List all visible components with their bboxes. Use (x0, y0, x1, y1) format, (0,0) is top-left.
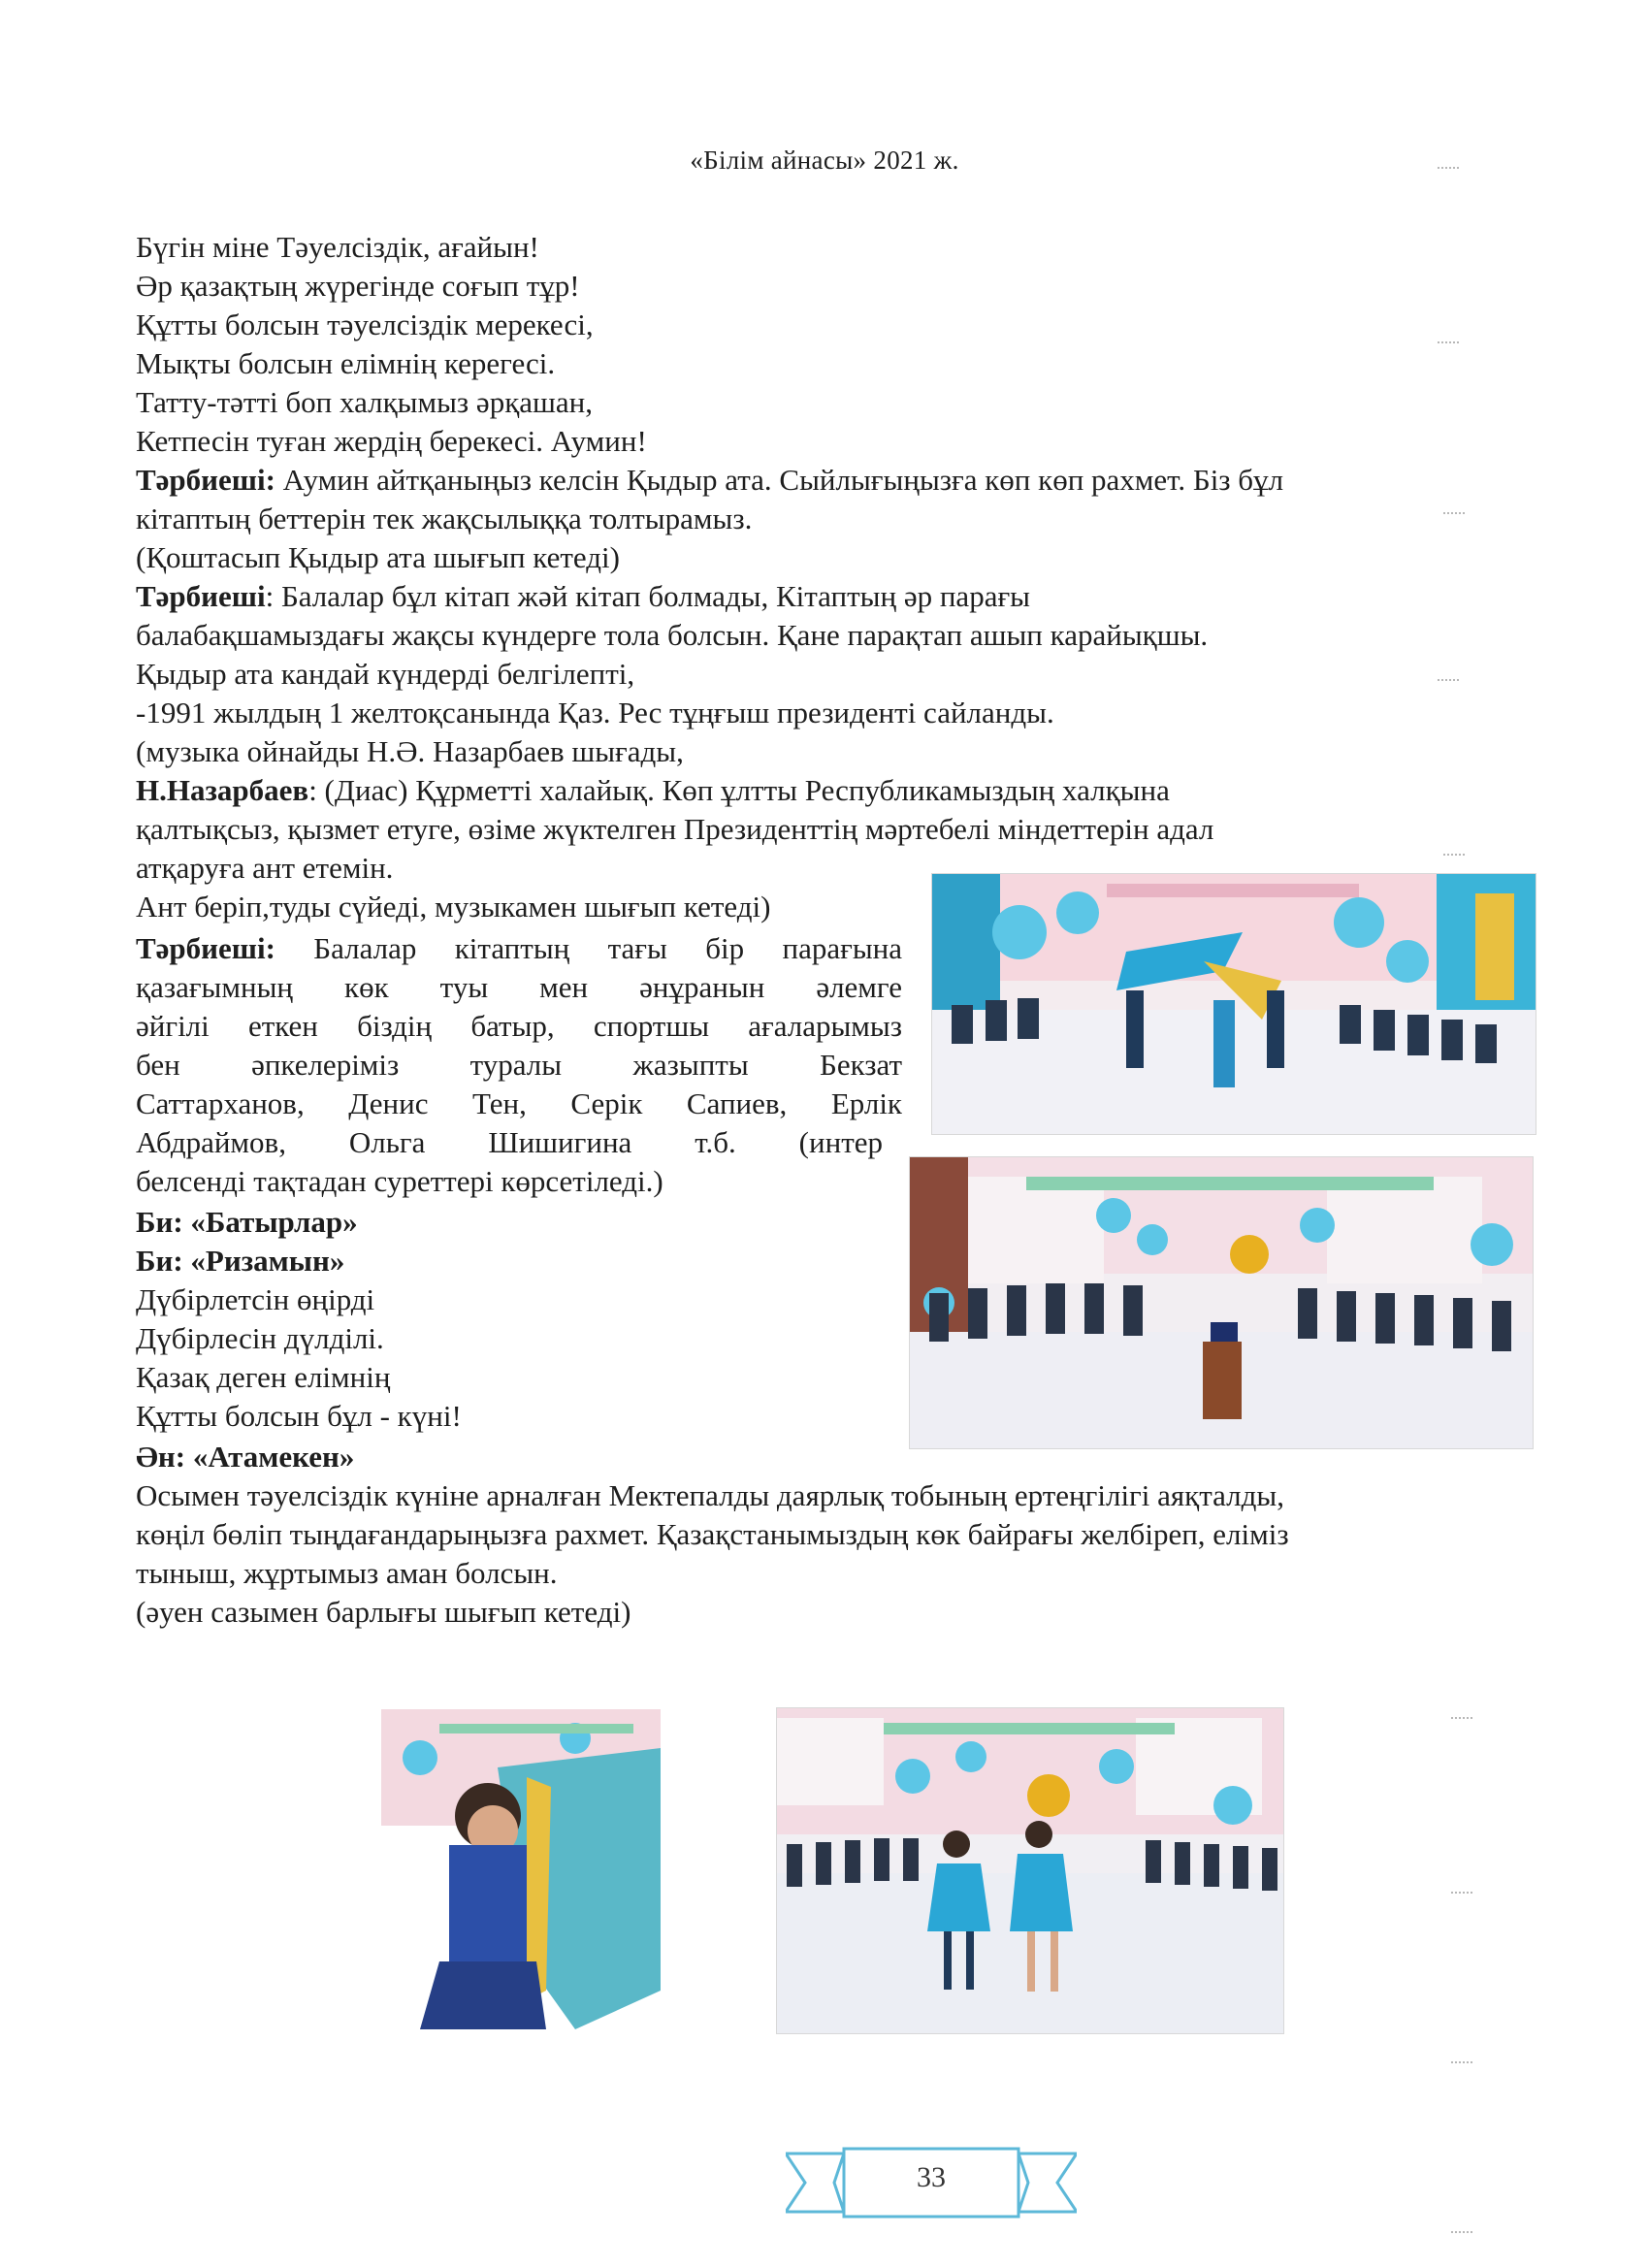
text-line (136, 1280, 374, 1319)
text-line (136, 538, 620, 577)
text-line (136, 1438, 354, 1476)
scan-mark (1438, 341, 1459, 348)
speaker-label: Н.Назарбаев (136, 773, 309, 807)
scan-mark (1451, 2061, 1472, 2068)
text-line (136, 267, 580, 306)
text-line (136, 1476, 1284, 1515)
text-line (136, 1123, 883, 1162)
text-line (136, 888, 770, 926)
line-text: тыныш, жұртымыз аман болсын. (136, 1556, 558, 1590)
line-text: Аумин айтқаныңыз келсін Қыдыр ата. Сыйлығыңызға көп көп рахмет. Біз бұл (275, 463, 1284, 497)
line-text: Дүбірлесін дүлділі. (136, 1321, 384, 1355)
text-line (136, 849, 393, 888)
text-line (136, 1242, 344, 1280)
line-text: (музыка ойнайды Н.Ә. Назарбаев шығады, (136, 734, 684, 768)
line-text: әйгілі еткен біздің батыр, спортшы ағаларымыз (136, 1009, 902, 1043)
speaker-label: Би: «Ризамын» (136, 1244, 345, 1278)
line-text: Қыдыр ата кандай күндерді белгілепті, (136, 657, 635, 691)
line-text: Татту-тәтті боп халқымыз әрқашан, (136, 385, 593, 419)
line-text: қалтықсыз, қызмет етуге, өзіме жүктелген Президенттің мәртебелі міндеттерін адал (136, 812, 1214, 846)
scan-mark (1451, 1717, 1472, 1724)
line-text: Құтты болсын бұл - күні! (136, 1399, 462, 1433)
text-line (136, 1593, 630, 1632)
speaker-label: Тәрбиеші: (136, 931, 275, 965)
text-line (136, 1162, 663, 1201)
text-line (136, 1007, 902, 1046)
scan-mark (1438, 167, 1459, 174)
text-line (136, 500, 752, 538)
text-line (136, 929, 902, 968)
text-line (136, 1554, 558, 1593)
line-text: бен әпкелеріміз туралы жазыпты Бекзат (136, 1048, 902, 1082)
line-text: Осымен тәуелсіздік күніне арналған Мектепалды даярлық тобының ертеңгілігі аяқталды, (136, 1478, 1284, 1512)
line-text: -1991 жылдың 1 желтоқсанында Қаз. Рес тұңғыш президенті сайланды. (136, 696, 1054, 729)
scan-mark (1451, 1892, 1472, 1898)
scan-mark (1443, 512, 1465, 519)
line-text: кітаптың беттерін тек жақсылыққа толтырамыз. (136, 502, 753, 535)
text-line (136, 1085, 902, 1123)
line-text: Саттарханов, Денис Тен, Серік Сапиев, Ерлік (136, 1086, 902, 1120)
text-line (136, 655, 634, 694)
line-text: Ант беріп,туды сүйеді, музыкамен шығып кетеді) (136, 890, 771, 923)
line-text: Кетпесін туған жердің берекесі. Аумин! (136, 424, 647, 458)
text-line (136, 422, 647, 461)
line-text: Абдраймов, Ольга Шишигина т.б. (интер (136, 1125, 883, 1159)
text-line (136, 1046, 902, 1085)
text-line (136, 694, 1054, 732)
line-text: қазағымның көк туы мен әнұранын әлемге (136, 970, 902, 1004)
text-line (136, 306, 594, 344)
line-text: Мықты болсын елімнің керегесі. (136, 346, 556, 380)
page-number: 33 (917, 2161, 946, 2193)
line-text: (Қоштасып Қыдыр ата шығып кетеді) (136, 540, 620, 574)
scan-mark (1438, 679, 1459, 686)
line-text: (әуен сазымен барлығы шығып кетеді) (136, 1595, 631, 1629)
text-line (136, 1203, 358, 1242)
text-line (136, 1397, 462, 1436)
speaker-label: Би: «Батырлар» (136, 1205, 358, 1239)
photo-boy-kissing-flag (381, 1709, 661, 2039)
line-text: Құтты болсын тәуелсіздік мерекесі, (136, 308, 594, 341)
text-line (136, 968, 902, 1007)
scan-mark (1451, 2231, 1472, 2238)
speaker-label: Тәрбиеші: (136, 463, 275, 497)
line-text: балабақшамыздағы жақсы күндерге тола болсын. Қане парақтап ашып карайықшы. (136, 618, 1209, 652)
speaker-label: Тәрбиеші (136, 579, 266, 613)
text-line (136, 810, 1213, 849)
line-text: Балалар кітаптың тағы бір парағына (275, 931, 902, 965)
text-line (136, 383, 593, 422)
scan-mark (1443, 854, 1465, 860)
photo-flag-dance (931, 873, 1536, 1135)
photo-girls-dance (776, 1707, 1284, 2034)
line-text: көңіл бөліп тыңдағандарыңызға рахмет. Қазақстанымыздың көк байрағы желбіреп, еліміз (136, 1517, 1289, 1551)
photo-president-podium (909, 1156, 1534, 1449)
text-line (136, 1515, 1289, 1554)
text-line (136, 771, 1170, 810)
line-text: белсенді тақтадан суреттері көрсетіледі.) (136, 1164, 663, 1198)
line-text: Әр қазақтың жүрегінде соғып тұр! (136, 269, 580, 303)
text-line (136, 616, 1208, 655)
text-line (136, 344, 555, 383)
line-text: : Балалар бұл кітап жәй кітап болмады, Кітаптың әр парағы (265, 579, 1030, 613)
text-line (136, 461, 1283, 500)
text-line (136, 577, 1030, 616)
line-text: атқаруға ант етемін. (136, 851, 394, 885)
speaker-label: Ән: «Атамекен» (136, 1440, 355, 1474)
text-line (136, 732, 684, 771)
line-text: : (Диас) Құрметті халайық. Көп ұлтты Республикамыздың халқына (308, 773, 1170, 807)
text-line (136, 1319, 384, 1358)
text-line (136, 228, 539, 267)
line-text: Қазақ деген елімнің (136, 1360, 391, 1394)
line-text: Бүгін міне Тәуелсіздік, ағайын! (136, 230, 539, 264)
text-line (136, 1358, 390, 1397)
page-header: «Білім айнасы» 2021 ж. (690, 146, 959, 175)
line-text: Дүбірлетсін өңірді (136, 1282, 375, 1316)
